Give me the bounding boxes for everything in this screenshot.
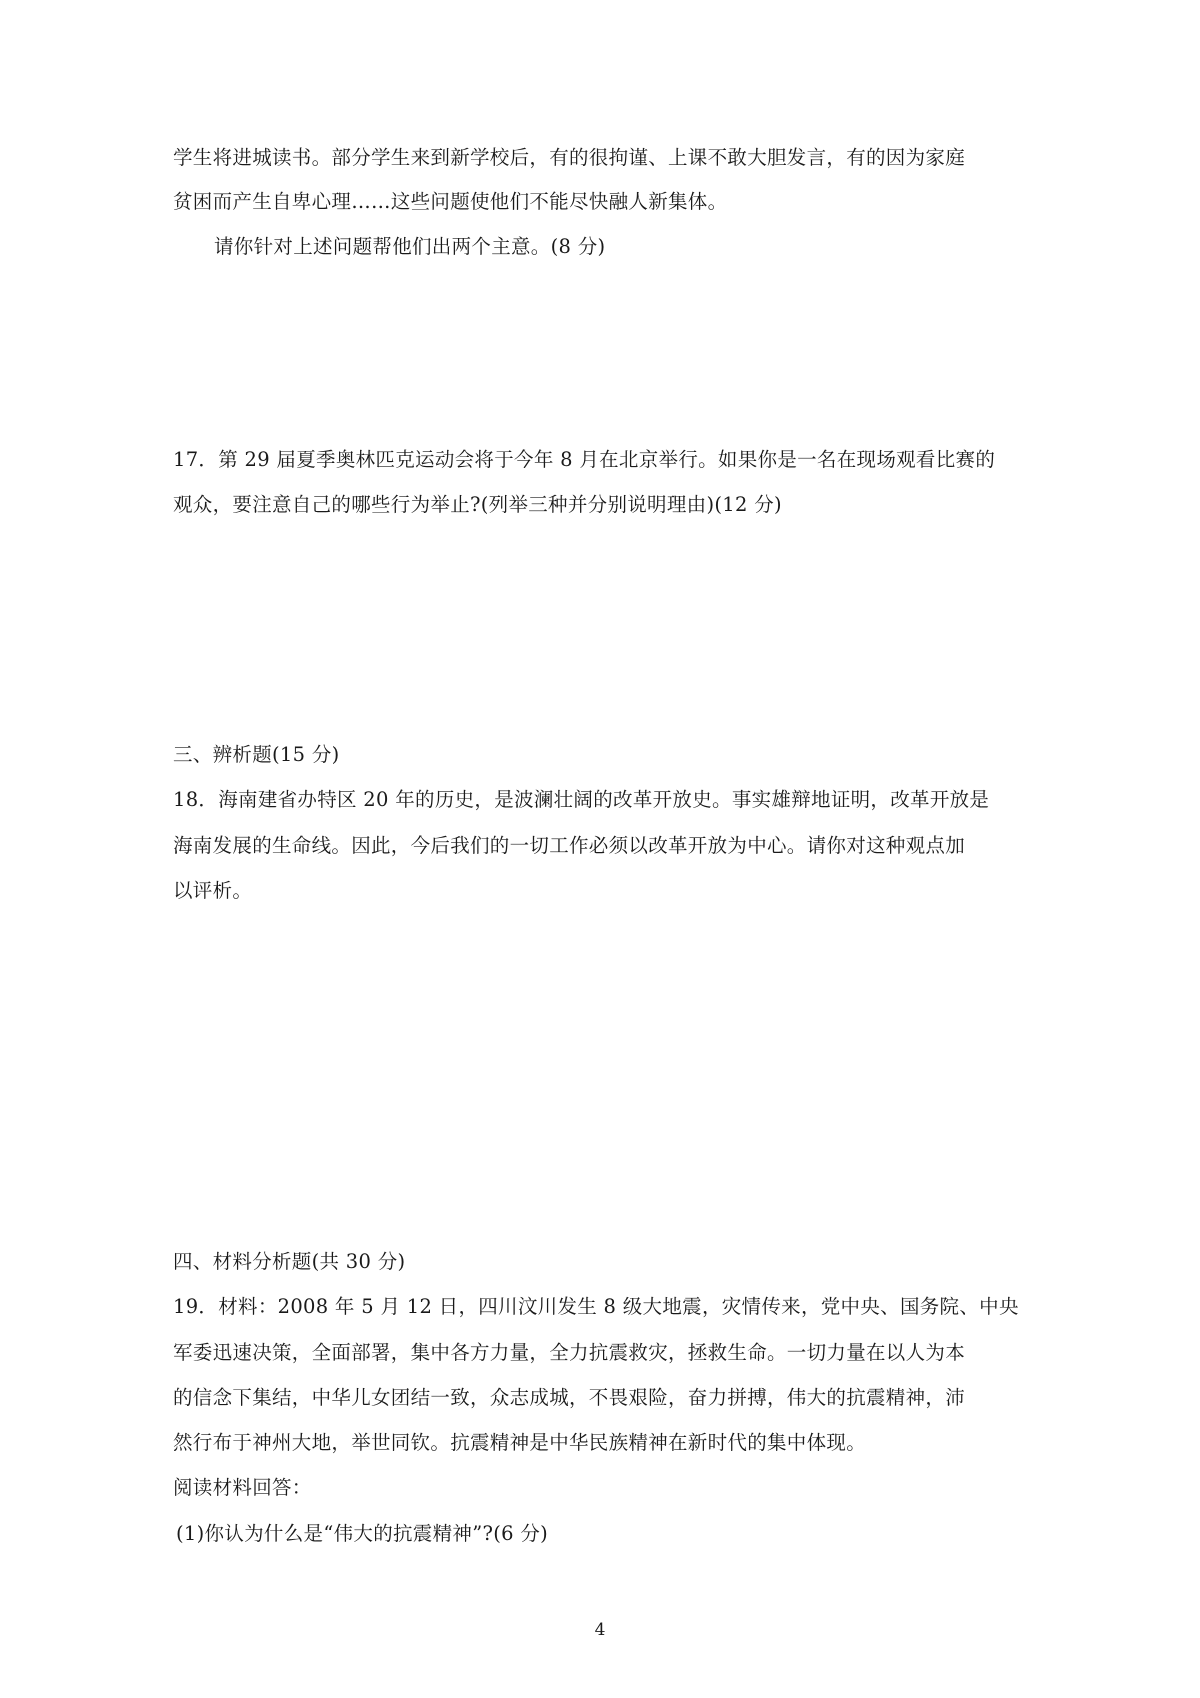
q18-text-line-3: 以评析。 <box>173 879 253 902</box>
section-3-heading: 三、辨析题(15 分) <box>173 743 340 766</box>
q19-text-line-4: 然行布于神州大地，举世同钦。抗震精神是中华民族精神在新时代的集中体现。 <box>173 1431 867 1454</box>
q16-prompt: 请你针对上述问题帮他们出两个主意。(8 分) <box>214 235 606 258</box>
q19-text-line-3: 的信念下集结，中华儿女团结一致，众志成城，不畏艰险，奋力拼搏，伟大的抗震精神，沛 <box>173 1386 966 1409</box>
q17-text-line-2: 观众，要注意自己的哪些行为举止?(列举三种并分别说明理由)(12 分) <box>173 493 782 516</box>
q19-text-line-1: 19．材料：2008 年 5 月 12 日，四川汶川发生 8 级大地震，灾情传来，党中央、国务院、中央 <box>173 1295 1019 1318</box>
read-material-prompt: 阅读材料回答： <box>173 1476 312 1499</box>
q18-text-line-2: 海南发展的生命线。因此，今后我们的一切工作必须以改革开放为中心。请你对这种观点加 <box>173 834 966 857</box>
page-number: 4 <box>594 1620 606 1640</box>
q19-subquestion-1: (1)你认为什么是“伟大的抗震精神”?(6 分) <box>176 1522 549 1545</box>
section-4-heading: 四、材料分析题(共 30 分) <box>173 1250 406 1273</box>
q19-text-line-2: 军委迅速决策，全面部署，集中各方力量，全力抗震救灾，拯救生命。一切力量在以人为本 <box>173 1341 966 1364</box>
q16-text-line-2: 贫困而产生自卑心理……这些问题使他们不能尽快融人新集体。 <box>173 190 728 213</box>
q17-text-line-1: 17．第 29 届夏季奥林匹克运动会将于今年 8 月在北京举行。如果你是一名在现场观看比赛的 <box>173 448 996 471</box>
q16-text-line-1: 学生将进城读书。部分学生来到新学校后，有的很拘谨、上课不敢大胆发言，有的因为家庭 <box>173 146 966 169</box>
q18-text-line-1: 18．海南建省办特区 20 年的历史，是波澜壮阔的改革开放史。事实雄辩地证明，改革开放是 <box>173 788 990 811</box>
